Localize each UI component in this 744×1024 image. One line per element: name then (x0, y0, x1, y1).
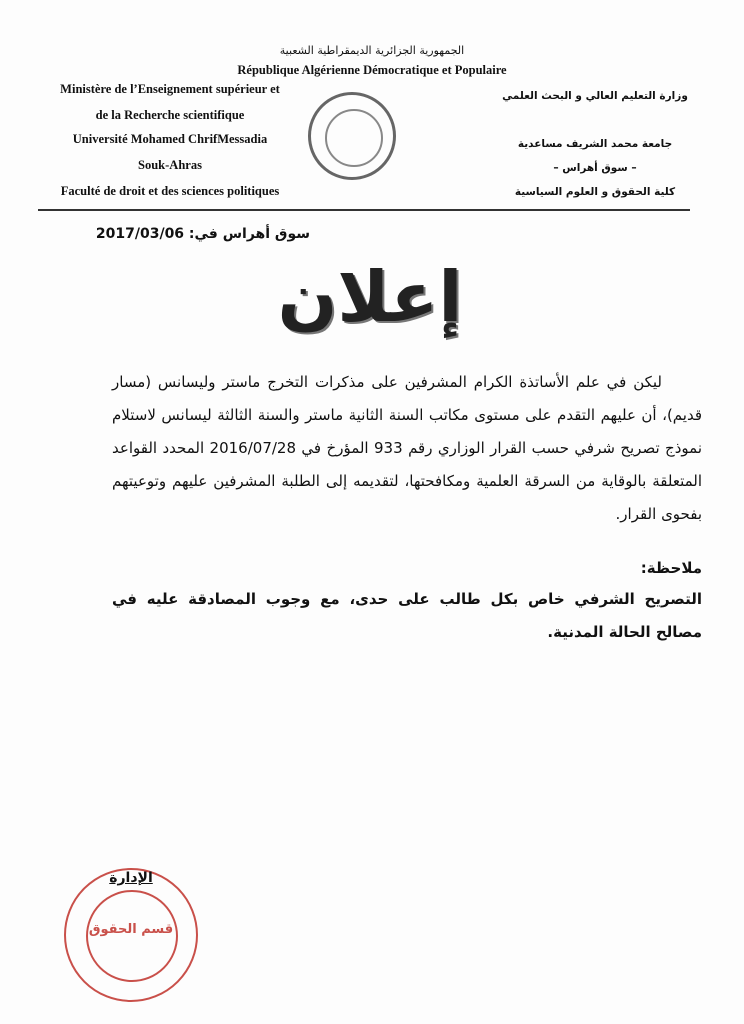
announcement-body (112, 366, 702, 531)
university-logo (308, 92, 396, 180)
university-ar: جامعة محمد الشريف مساعدية (517, 138, 673, 150)
official-stamp (64, 868, 198, 1002)
header-divider (38, 209, 690, 211)
city-fr: Souk-Ahras (138, 158, 202, 172)
city-ar: – سوق أهراس – (553, 162, 637, 174)
announcement-content (112, 366, 702, 649)
faculty-ar: كلية الحقوق و العلوم السياسية (514, 186, 676, 198)
note-label: ملاحظة: (640, 559, 702, 577)
note-text: التصريح الشرفي خاص بكل طالب على حدى، مع وجوب المصادقة عليه في مصالح الحالة المدنية. (112, 590, 702, 641)
ministry-fr-2: de la Recherche scientifique (95, 108, 245, 122)
date-line: سوق أهراس في: 2017/03/06 (95, 226, 310, 242)
faculty-fr: Faculté de droit et des sciences politiques (60, 184, 280, 198)
stamp-department: قسم الحقوق (88, 922, 174, 937)
page-title: إعلان (277, 256, 463, 338)
republic-french: République Algérienne Démocratique et Populaire (237, 63, 507, 77)
ministry-fr-1: Ministère de l’Enseignement supérieur et (60, 82, 280, 96)
university-fr: Université Mohamed ChrifMessadia (72, 132, 268, 146)
ministry-ar: وزارة التعليم العالي و البحث العلمي (502, 90, 688, 102)
body-text: ليكن في علم الأساتذة الكرام المشرفين على مذكرات التخرج ماستر وليسانس (مسار قديم)، أن عليهم التقدم على مستوى مكاتب السنة الثانية ماستر والسنة الثالثة ليسانس لاستلام نموذج تصريح شرفي حسب القرار الوزاري رقم 933 المؤرخ في 2016/07/28 المحدد القواعد المتعلقة بالوقاية من السرقة العلمية ومكافحتها، لتقديمه إلى الطلبة المشرفين عليهم وتوعيتهم بفحوى القرار. (112, 373, 703, 523)
signature-administration: الإدارة (109, 870, 153, 886)
republic-arabic: الجمهورية الجزائرية الديمقراطية الشعبية (279, 44, 465, 57)
